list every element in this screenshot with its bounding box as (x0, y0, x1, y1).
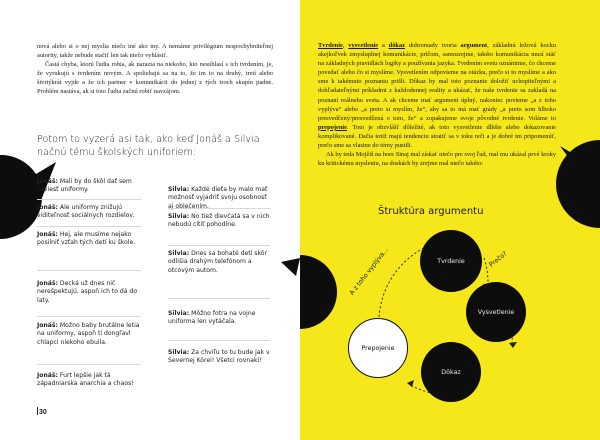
speaker: Jonáš: (37, 322, 58, 329)
utterance: Každé dieťa by malo mať možnosť vyjadriť svoju osobnosť aj oblečením. (168, 186, 268, 210)
utterance: Mali by do škôl dať sem zaviesť uniformy. (37, 178, 132, 194)
arrow-head-4 (407, 380, 414, 387)
text-run: , (342, 42, 349, 49)
text-run: dohromady tvoria (404, 42, 461, 49)
speaker: Jonáš: (37, 178, 58, 185)
speaker: Silvia: (168, 349, 190, 356)
text-run: , základnú ležovú kocku akejkoľvek zmysluplnej komunikácie, príčom, samozrejme, takéto komunikácia musí stáť na základných pravidlách logiky a používania jazyka. Tvrdením svetu oznámime, čo chceme povedať alebo čo si myslíme. Vysvetlením odpovieme na otázku, prečo si to myslíme a ako sme k takémuto poznaniu prišli. Dôkaz by mal toto poznanie doložiť uchopiteľnými a dohľadateľnými príkladmi z každodennej reality a ukázať, že naše tvrdenie sa zakladá na poznaní reálneho sveta. A ak chceme mať argument úplný, nakoniec povieme „a z toho vyplýva“ alebo „a preto si myslím, že“, aby sa to má mať grády „a preto som hlboko presvedčený/presvedčená o tom, že“ a zopakujeme svoje pôvodné tvrdenie. Voláme to (318, 42, 556, 122)
bold-term: prepojenie (318, 123, 347, 131)
utterance: Možno baby brutálne letia na uniformy, aspoň ti dongľavl chlapci niekoho ebuila. (37, 322, 140, 346)
node-label: Prepojenie (361, 344, 395, 352)
right-edge-black-circle (556, 140, 600, 228)
page-number-value: 30 (39, 409, 47, 416)
bold-term: dôkaz (388, 42, 405, 49)
utterance: Dnes sa bohaté deti skôr odlišia drahým telefónom a otcovým autom. (168, 250, 268, 274)
section-heading: Potom to vyzerá asi tak, ako keď Jonáš a Silvia načnú tému školských uniforiem: (37, 134, 260, 158)
label-z-toho-vyplyva: A z toho vyplýva... (348, 246, 390, 297)
utterance: Furt lepšie jak tá západniarska anarchia a chaos! (37, 372, 134, 388)
speaker: Jonáš: (37, 204, 58, 211)
arrow-head-3 (509, 342, 517, 348)
text-run: a (378, 42, 389, 49)
utterance: Decká už dnes nič nerešpektujú, aspoň ich to dá do laty. (37, 280, 138, 304)
text-run: Ak by teda Mojžiš na hore Sinaj mal získať niečo pre svoj ľud, mal mu ukázal prvé kroky ku kritickému mysleniu, na doskách by zrejme mal niečo takéto: (318, 151, 556, 168)
node-dokaz (421, 342, 481, 402)
bold-term: vysvetlenie (348, 42, 379, 49)
bold-term: argument (460, 42, 488, 49)
utterance: No tiež dievčatá sa v nich nebudú cítiť pohodlne. (168, 213, 270, 229)
node-label: Dôkaz (441, 368, 461, 376)
speaker: Jonáš: (37, 280, 58, 287)
node-prepojenie (348, 318, 408, 378)
speaker: Jonáš: (37, 231, 58, 238)
intro-paragraph-1: nová alebo si o nej myslia niečo iné ako my. A nemáme privilégium nespochybniteľnej autority, takže nebude stačiť len tak niečo vyhlásiť. (37, 43, 273, 60)
gutter-black-circle (300, 255, 337, 329)
bold-term: Tvrdenie (318, 42, 343, 49)
speaker: Silvia: (168, 250, 190, 257)
utterance: Ale uniformy znižujú viditeľnosť sociálnych rozdielov. (37, 204, 135, 220)
utterance: Hej, ale musíme nejako posilniť vzťah tých detí ku škole. (37, 231, 136, 247)
node-tvrdenie (420, 230, 482, 292)
speaker: Silvia: (168, 213, 190, 220)
diagram-title: Štruktúra argumentu (378, 206, 484, 217)
gutter-speech-tail (281, 258, 300, 276)
label-preco: Prečo? (488, 250, 509, 269)
node-vysvetlenie (466, 282, 526, 342)
node-label: Vysvetlenie (477, 308, 515, 316)
node-label: Tvrdenie (437, 257, 465, 265)
utterance: Môžno fotra na vojne uniforma len vytáčala. (168, 310, 256, 326)
speaker: Silvia: (168, 310, 190, 317)
text-run: . Toto je obzvlášť dôležité, ak toto vysvetlenie dlhšie alebo dokazovanie komplikované. Dačia totiž majú tendenciu stratiť sa v toku reči a je dobré im pripomenúť, prečo sme sa vlastne do témy pustili. (318, 123, 556, 150)
speaker: Silvia: (168, 186, 190, 193)
speaker: Jonáš: (37, 372, 58, 379)
intro-paragraph-2: Častá chyba, ktorú ľudia robia, ak narazia na niekoho, kto nesúhlasí s ich tvrdením, je, že vyrukujú s tvrdením novým. A spoliehajú sa na to, že im to na druhý, tretí alebo štvrtýkrát vyjde a že ich partner v komunikácii do jednej z tých troch skupín padne. Problém nastáva, ak si toto ľudia začnú robiť navzájom. (37, 61, 273, 96)
utterance: Za chvíľu to tu bude jak v Severnej Kórei! Všetci rovnakí! (168, 349, 270, 365)
